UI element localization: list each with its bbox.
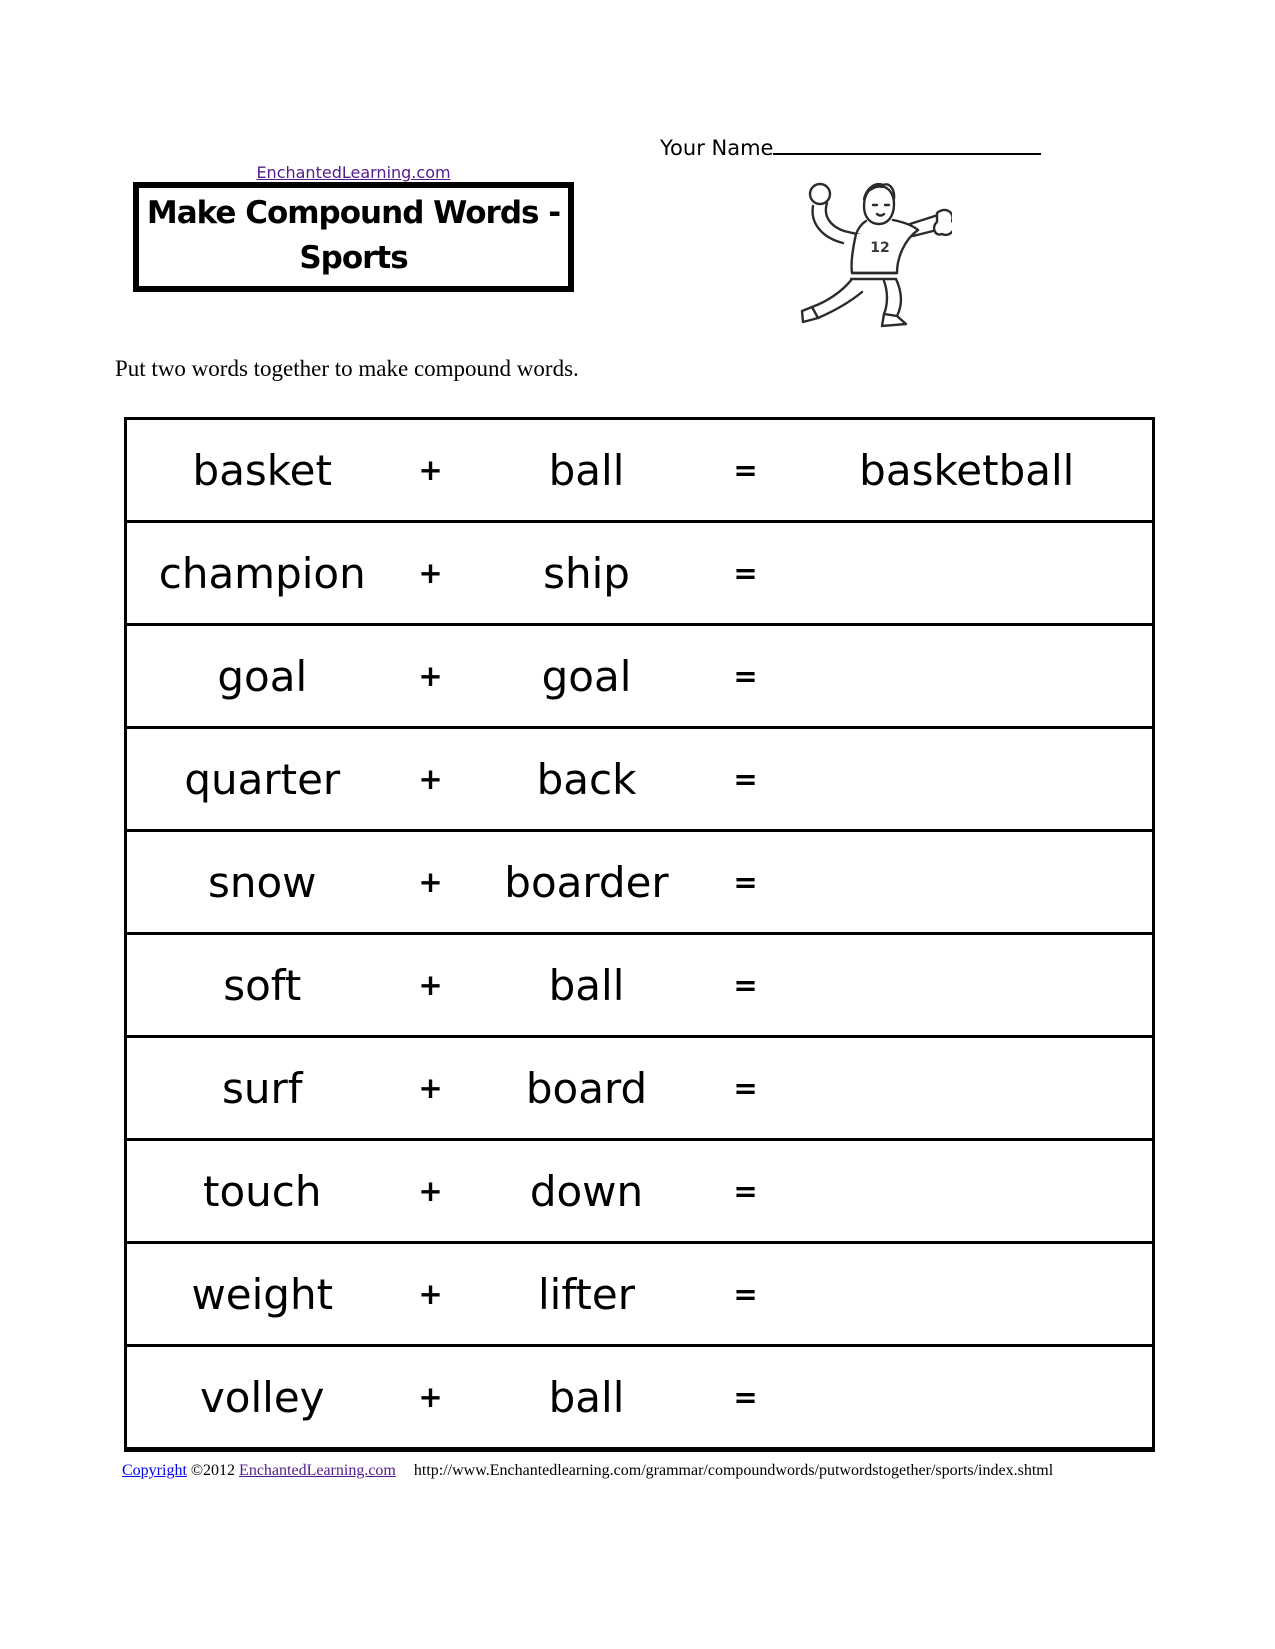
- plus-sign: +: [398, 1037, 464, 1140]
- word1-cell: basket: [192, 445, 332, 495]
- footer-url: http://www.Enchantedlearning.com/grammar/compoundwords/putwordstogether/sports/index.shtml: [413, 1462, 1054, 1479]
- footer: [122, 1462, 1053, 1480]
- plus-sign: +: [398, 1243, 464, 1346]
- copyright-link[interactable]: Copyright: [122, 1462, 187, 1479]
- word2-cell: ship: [464, 522, 710, 625]
- instruction-text: Put two words together to make compound words.: [115, 356, 579, 381]
- jersey-number: 12: [870, 240, 890, 256]
- answer-cell: [782, 522, 1154, 625]
- answer-cell: [782, 1346, 1154, 1450]
- worksheet-title-line2: Sports: [299, 240, 408, 276]
- answer-cell: basketball: [859, 445, 1075, 495]
- plus-sign: +: [398, 934, 464, 1037]
- word1-cell: goal: [126, 625, 398, 728]
- equals-sign: =: [733, 453, 758, 487]
- worksheet-title-line1: Make Compound Words -: [146, 195, 561, 231]
- table-row: [126, 1243, 1154, 1346]
- word1-cell: champion: [126, 522, 398, 625]
- word2-cell: lifter: [464, 1243, 710, 1346]
- equals-sign: =: [710, 1243, 782, 1346]
- plus-sign: +: [398, 831, 464, 934]
- baseball-player-image: [800, 180, 952, 330]
- footer-site-link[interactable]: EnchantedLearning.com: [239, 1462, 396, 1479]
- word2-cell: down: [464, 1140, 710, 1243]
- word1-cell: snow: [126, 831, 398, 934]
- answer-cell: [782, 934, 1154, 1037]
- header-site-link-wrap: [133, 163, 574, 182]
- answer-cell: [782, 831, 1154, 934]
- table-row: [126, 831, 1154, 934]
- compound-table-body: [126, 419, 1154, 1450]
- word1-cell: touch: [126, 1140, 398, 1243]
- worksheet-title-box: [133, 182, 574, 292]
- your-name-row: [660, 136, 1041, 160]
- answer-cell: [782, 1037, 1154, 1140]
- plus-sign: +: [398, 1140, 464, 1243]
- word2-cell: ball: [464, 934, 710, 1037]
- plus-sign: +: [398, 728, 464, 831]
- plus-sign: +: [398, 522, 464, 625]
- equals-sign: =: [710, 522, 782, 625]
- plus-sign: +: [418, 453, 443, 487]
- answer-cell: [782, 1243, 1154, 1346]
- word1-cell: surf: [126, 1037, 398, 1140]
- word2-cell: goal: [464, 625, 710, 728]
- answer-cell: [782, 728, 1154, 831]
- word2-cell: boarder: [464, 831, 710, 934]
- table-row: [126, 419, 1154, 522]
- table-row: [126, 1346, 1154, 1450]
- equals-sign: =: [710, 1037, 782, 1140]
- word2-cell: ball: [548, 445, 625, 495]
- table-row: [126, 625, 1154, 728]
- table-row: [126, 1037, 1154, 1140]
- equals-sign: =: [710, 625, 782, 728]
- word1-cell: quarter: [126, 728, 398, 831]
- your-name-label: Your Name: [660, 136, 774, 160]
- answer-cell: [782, 625, 1154, 728]
- word2-cell: board: [464, 1037, 710, 1140]
- plus-sign: +: [398, 1346, 464, 1450]
- table-row: [126, 522, 1154, 625]
- equals-sign: =: [710, 728, 782, 831]
- equals-sign: =: [710, 1346, 782, 1450]
- word2-cell: ball: [464, 1346, 710, 1450]
- equals-sign: =: [710, 1140, 782, 1243]
- word1-cell: soft: [126, 934, 398, 1037]
- compound-words-table: [124, 417, 1155, 1452]
- table-row: [126, 1140, 1154, 1243]
- copyright-year: ©2012: [190, 1462, 236, 1479]
- answer-cell: [782, 1140, 1154, 1243]
- word2-cell: back: [464, 728, 710, 831]
- plus-sign: +: [398, 625, 464, 728]
- name-blank-line: [773, 150, 1041, 155]
- word1-cell: volley: [126, 1346, 398, 1450]
- equals-sign: =: [710, 934, 782, 1037]
- equals-sign: =: [710, 831, 782, 934]
- site-link[interactable]: EnchantedLearning.com: [256, 163, 451, 182]
- table-row: [126, 728, 1154, 831]
- word1-cell: weight: [126, 1243, 398, 1346]
- table-row: [126, 934, 1154, 1037]
